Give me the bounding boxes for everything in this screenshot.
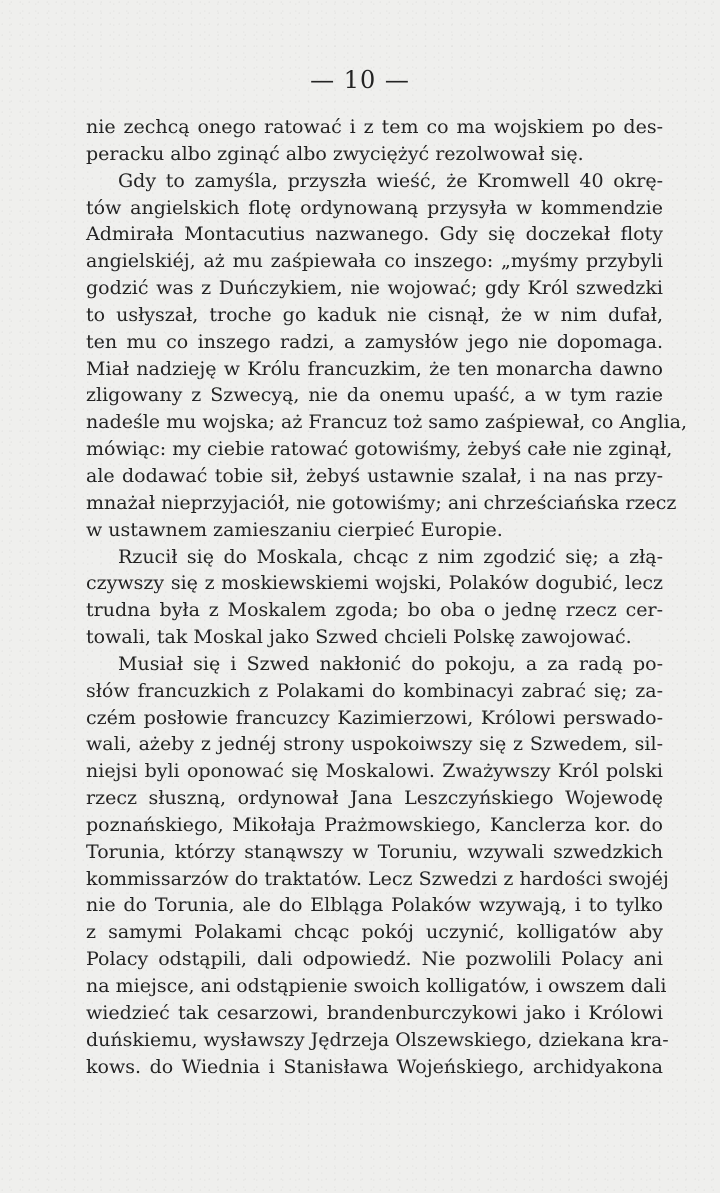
text-line: czém posłowie francuzcy Kazimierzowi, Królowi perswado-	[86, 706, 663, 729]
text-line: nie do Torunia, ale do Elbląga Polaków wzywają, i to tylko	[86, 894, 663, 917]
text-line: Admirała Montacutius nazwanego. Gdy się doczekał floty	[86, 223, 663, 246]
text-line: zligowany z Szwecyą, nie da onemu upaść, a w tym razie	[86, 384, 663, 407]
text-line: angielskiéj, aż mu zaśpiewała co inszego: „myśmy przybyli	[86, 250, 663, 273]
text-line: w ustawnem zamieszaniu cierpieć Europie.	[86, 518, 503, 541]
text-line: ten mu co inszego radzi, a zamysłów jego nie dopomaga.	[86, 330, 663, 353]
text-line: mnażał nieprzyjaciół, nie gotowiśmy; ani chrześciańska rzecz	[86, 491, 677, 514]
text-line: rzecz słuszną, ordynował Jana Leszczyńskiego Wojewodę	[86, 787, 663, 810]
text-line: mówiąc: my ciebie ratować gotowiśmy, żebyś całe nie zginął,	[86, 438, 673, 461]
text-line: Polacy odstąpili, dali odpowiedź. Nie pozwolili Polacy ani	[86, 948, 663, 971]
page-number: — 10 —	[310, 66, 410, 94]
text-line: słów francuzkich z Polakami do kombinacyi zabrać się; za-	[86, 679, 663, 702]
text-line: tów angielskich flotę ordynowaną przysyła w kommendzie	[86, 196, 663, 219]
text-line: ale dodawać tobie sił, żebyś ustawnie szalał, i na nas przy-	[86, 464, 663, 487]
text-line: wiedzieć tak cesarzowi, brandenburczykowi jako i Królowi	[86, 1001, 663, 1024]
text-line: kommissarzów do traktatów. Lecz Szwedzi z hardości swojéj	[86, 867, 669, 890]
text-line: Musiał się i Szwed nakłonić do pokoju, a za radą po-	[118, 652, 663, 675]
text-line: Gdy to zamyśla, przyszła wieść, że Kromwell 40 okrę-	[118, 169, 663, 192]
text-line: niejsi byli oponować się Moskalowi. Zważywszy Król polski	[86, 760, 663, 783]
text-line: nie zechcą onego ratować i z tem co ma wojskiem po des-	[86, 116, 663, 138]
text-line: peracku albo zginąć albo zwyciężyć rezolwował się.	[86, 142, 584, 165]
text-line: duńskiemu, wysławszy Jędrzeja Olszewskiego, dziekana kra-	[86, 1028, 669, 1051]
text-line: trudna była z Moskalem zgoda; bo oba o jednę rzecz cer-	[86, 599, 663, 622]
text-line: to usłyszał, troche go kaduk nie cisnął, że w nim dufał,	[86, 303, 663, 326]
text-line: nadeśle mu wojska; aż Francuz toż samo zaśpiewał, co Anglia,	[86, 411, 687, 434]
text-line: wali, ażeby z jednéj strony uspokoiwszy się z Szwedem, sil-	[86, 733, 663, 756]
text-line: czywszy się z moskiewskiemi wojski, Polaków dogubić, lecz	[86, 572, 663, 595]
text-line: godzić was z Duńczykiem, nie wojować; gdy Król szwedzki	[86, 277, 663, 300]
text-line: z samymi Polakami chcąc pokój uczynić, kolligatów aby	[86, 921, 663, 944]
text-line: Rzucił się do Moskala, chcąc z nim zgodzić się; a złą-	[118, 545, 663, 568]
body-text	[86, 114, 687, 1080]
text-line: kows. do Wiednia i Stanisława Wojeńskiego, archidyakona	[86, 1055, 663, 1078]
text-line: towali, tak Moskal jako Szwed chcieli Polskę zawojować.	[86, 626, 632, 649]
text-line: Torunia, którzy stanąwszy w Toruniu, wzywali szwedzkich	[86, 840, 663, 863]
text-line: Miał nadzieję w Królu francuzkim, że ten monarcha dawno	[86, 357, 663, 380]
text-line: na miejsce, ani odstąpienie swoich kolligatów, i owszem dali	[86, 975, 667, 997]
text-line: poznańskiego, Mikołaja Prażmowskiego, Kanclerza kor. do	[86, 813, 663, 836]
